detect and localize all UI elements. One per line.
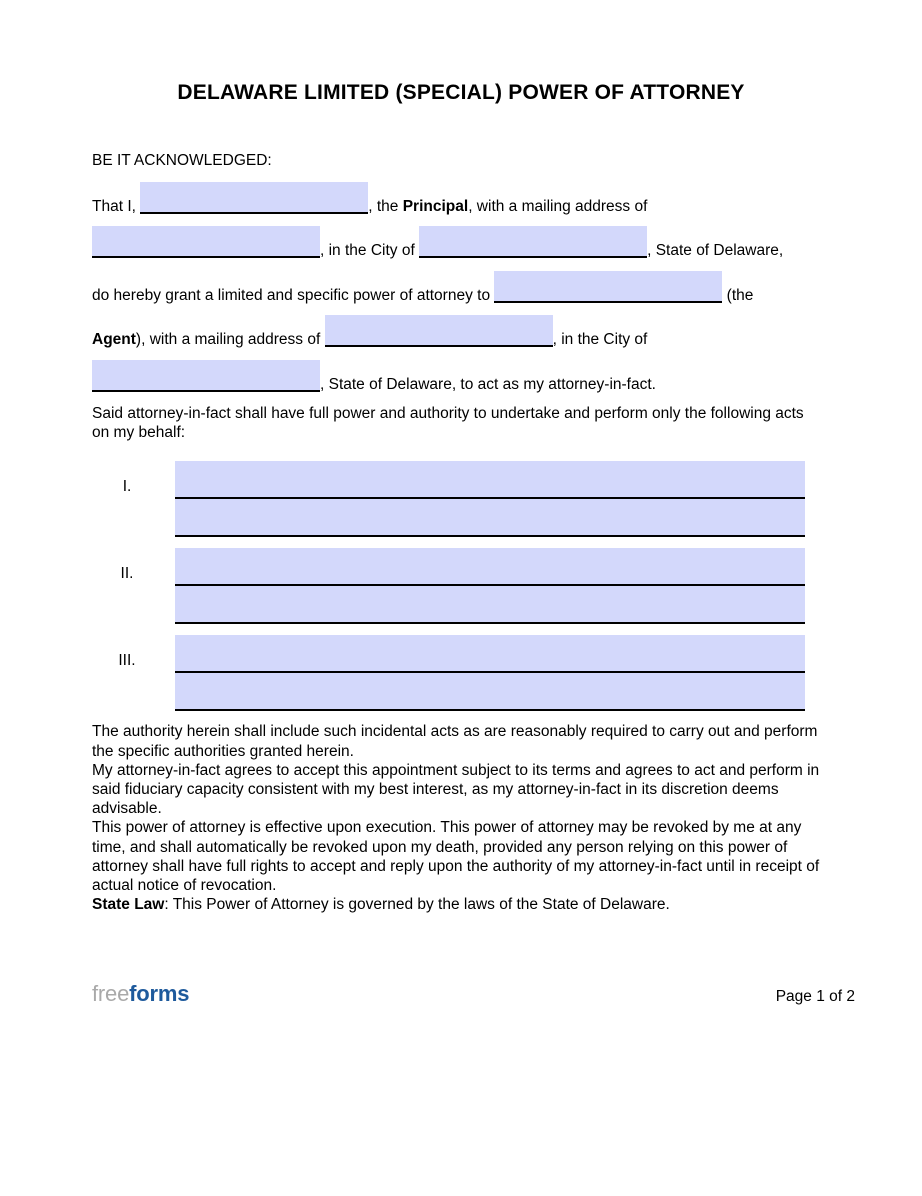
act-3-fields bbox=[175, 635, 805, 711]
logo-free-text: free bbox=[92, 981, 130, 1007]
state-law-paragraph bbox=[92, 895, 822, 914]
act-1-line-1-field[interactable] bbox=[175, 461, 805, 499]
incidental-acts-paragraph: The authority herein shall include such incidental acts as are reasonably required to carry out and perform the specific authorities granted herein. bbox=[92, 723, 818, 760]
act-2-fields bbox=[175, 548, 805, 624]
intro-line-5 bbox=[92, 360, 822, 404]
intro-line-4 bbox=[92, 315, 822, 359]
intro-text: , in the City of bbox=[320, 242, 420, 260]
agent-address-field[interactable] bbox=[325, 315, 553, 347]
intro-text: , the bbox=[368, 198, 403, 215]
principal-term: Principal bbox=[402, 198, 469, 215]
page-number-indicator: Page 1 of 2 bbox=[775, 988, 855, 1006]
principal-name-field[interactable] bbox=[140, 182, 368, 214]
intro-text: That I, bbox=[92, 198, 141, 215]
act-3-numeral: III. bbox=[118, 652, 136, 670]
intro-text: do hereby grant a limited and specific power of attorney to bbox=[92, 286, 495, 304]
list-item bbox=[92, 635, 805, 711]
powers-intro-paragraph: Said attorney-in-fact shall have full power and authority to undertake and perform only the following acts on my behalf: bbox=[92, 405, 804, 442]
act-2-line-2-field[interactable] bbox=[175, 586, 805, 624]
intro-text: , with a mailing address of bbox=[468, 198, 648, 215]
list-item bbox=[92, 548, 805, 624]
intro-text: ), with a mailing address of bbox=[135, 331, 325, 349]
intro-line-3 bbox=[92, 271, 822, 315]
acts-list bbox=[92, 461, 822, 711]
intro-text: , State of Delaware, to act as my attorney-in-fact. bbox=[320, 375, 656, 393]
act-2-line-1-field[interactable] bbox=[175, 548, 805, 586]
intro-line-1 bbox=[92, 182, 822, 226]
act-1-line-2-field[interactable] bbox=[175, 499, 805, 537]
act-1-numeral: I. bbox=[122, 478, 132, 496]
state-law-label: State Law bbox=[92, 896, 165, 914]
intro-line-2 bbox=[92, 226, 822, 270]
revocation-paragraph: This power of attorney is effective upon execution. This power of attorney may be revoked by me at any time, and shall automatically be revoked upon my death, provided any person relying on this power of attorney shall have full rights to accept and reply upon the authority of my attorney-in-fact until in receipt of actual notice of revocation. bbox=[92, 819, 820, 895]
agent-name-field[interactable] bbox=[494, 271, 722, 303]
agent-term: Agent bbox=[92, 331, 136, 349]
state-law-text: : This Power of Attorney is governed by the laws of the State of Delaware. bbox=[164, 896, 670, 914]
logo-forms-text: forms bbox=[129, 981, 190, 1007]
document-body bbox=[0, 151, 922, 914]
agent-city-field[interactable] bbox=[92, 360, 320, 392]
intro-text: , in the City of bbox=[552, 331, 648, 349]
acceptance-paragraph: My attorney-in-fact agrees to accept this appointment subject to its terms and agrees to act and perform in said fiduciary capacity consistent with my best interest, as my attorney-in-fact in its discretion deems advisable. bbox=[92, 761, 820, 818]
freeforms-logo bbox=[92, 983, 189, 1005]
act-1-fields bbox=[175, 461, 805, 537]
page-title: DELAWARE LIMITED (SPECIAL) POWER OF ATTORNEY bbox=[177, 81, 745, 104]
page-footer bbox=[0, 983, 922, 1005]
acknowledgment-heading: BE IT ACKNOWLEDGED: bbox=[92, 152, 272, 169]
principal-city-field[interactable] bbox=[419, 226, 647, 258]
intro-text: , State of Delaware, bbox=[647, 242, 784, 260]
intro-paragraph bbox=[92, 182, 822, 404]
intro-text: (the bbox=[722, 286, 754, 304]
act-2-numeral: II. bbox=[120, 565, 134, 583]
act-3-line-1-field[interactable] bbox=[175, 635, 805, 673]
act-3-line-2-field[interactable] bbox=[175, 673, 805, 711]
principal-address-field[interactable] bbox=[92, 226, 320, 258]
list-item bbox=[92, 461, 805, 537]
